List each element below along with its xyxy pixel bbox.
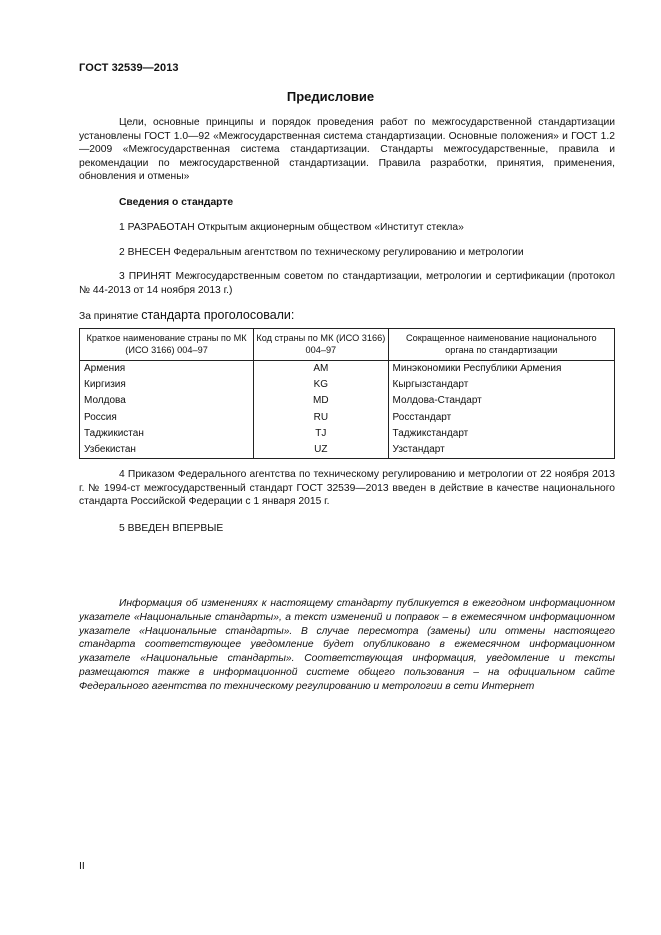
table-row <box>80 442 615 459</box>
document-code-header: ГОСТ 32539—2013 <box>79 62 179 74</box>
table-row <box>80 361 615 378</box>
table-header-row <box>80 329 615 361</box>
cell-country: Россия <box>80 410 254 426</box>
intro-paragraph: Цели, основные принципы и порядок проведения работ по межгосударственной стандартизации установлены ГОСТ 1.0—92 «Межгосударственная система стандартизации. Основные положения» и ГОСТ 1.2—2009 «Межгосударственная система стандартизации. Стандарты межгосударственные, правила и рекомендации по межгосударственной стандартизации. Правила разработки, принятия, применения, обновления и отмены» <box>79 117 615 183</box>
cell-code: RU <box>254 410 388 426</box>
cell-country: Узбекистан <box>80 442 254 459</box>
cell-body: Узстандарт <box>388 442 614 459</box>
cell-country: Киргизия <box>80 377 254 393</box>
cell-code: TJ <box>254 426 388 442</box>
cell-body: Росстандарт <box>388 410 614 426</box>
cell-body: Таджикстандарт <box>388 426 614 442</box>
item-first-introduced: 5 ВВЕДЕН ВПЕРВЫЕ <box>119 523 224 534</box>
cell-country: Таджикистан <box>80 426 254 442</box>
table-row <box>80 426 615 442</box>
page-number: II <box>79 860 85 872</box>
cell-body: Минэкономики Республики Армения <box>388 361 614 378</box>
table-row <box>80 393 615 409</box>
changes-notice: Информация об изменениях к настоящему стандарту публикуется в ежегодном информационном указателе «Национальные стандарты», а текст изменений и поправок – в ежемесячном информационном указателе «Национальные стандарты». В случае пересмотра (замены) или отмены настоящего стандарта соответствующее уведомление будет опубликовано в ежемесячном информационном указателе «Национальные стандарты». Соответствующая информация, уведомление и тексты размещаются также в информационной системе общего пользования – на официальном сайте Федерального агентства по техническому регулированию и метрологии в сети Интернет <box>79 598 615 692</box>
vote-intro <box>79 308 294 322</box>
cell-country: Армения <box>80 361 254 378</box>
info-heading: Сведения о стандарте <box>119 197 234 208</box>
item-enacted: 4 Приказом Федерального агентства по техническому регулированию и метрологии от 22 ноября 2013 г. № 1994-ст межгосударственный стандарт ГОСТ 32539—2013 введен в действие в качестве национального стандарта Российской Федерации с 1 января 2015 г. <box>79 469 615 508</box>
header-body: Сокращенное наименование национального органа по стандартизации <box>388 329 614 361</box>
cell-code: UZ <box>254 442 388 459</box>
cell-body: Кыргызстандарт <box>388 377 614 393</box>
item-adopted: 3 ПРИНЯТ Межгосударственным советом по стандартизации, метрологии и сертификации (протокол № 44-2013 от 14 ноября 2013 г.) <box>79 271 615 296</box>
table-row <box>80 410 615 426</box>
header-country: Краткое наименование страны по МК (ИСО 3166) 004–97 <box>80 329 254 361</box>
header-code: Код страны по МК (ИСО 3166) 004–97 <box>254 329 388 361</box>
vote-intro-small: За принятие <box>79 311 139 322</box>
cell-code: AM <box>254 361 388 378</box>
cell-code: MD <box>254 393 388 409</box>
page-title: Предисловие <box>286 89 375 104</box>
vote-intro-large: стандарта проголосовали: <box>141 308 295 322</box>
table-row <box>80 377 615 393</box>
cell-country: Молдова <box>80 393 254 409</box>
cell-body: Молдова-Стандарт <box>388 393 614 409</box>
item-developed: 1 РАЗРАБОТАН Открытым акционерным обществом «Институт стекла» <box>119 222 464 233</box>
item-submitted: 2 ВНЕСЕН Федеральным агентством по техническому регулированию и метрологии <box>119 247 524 258</box>
cell-code: KG <box>254 377 388 393</box>
voting-countries-table <box>79 328 615 459</box>
